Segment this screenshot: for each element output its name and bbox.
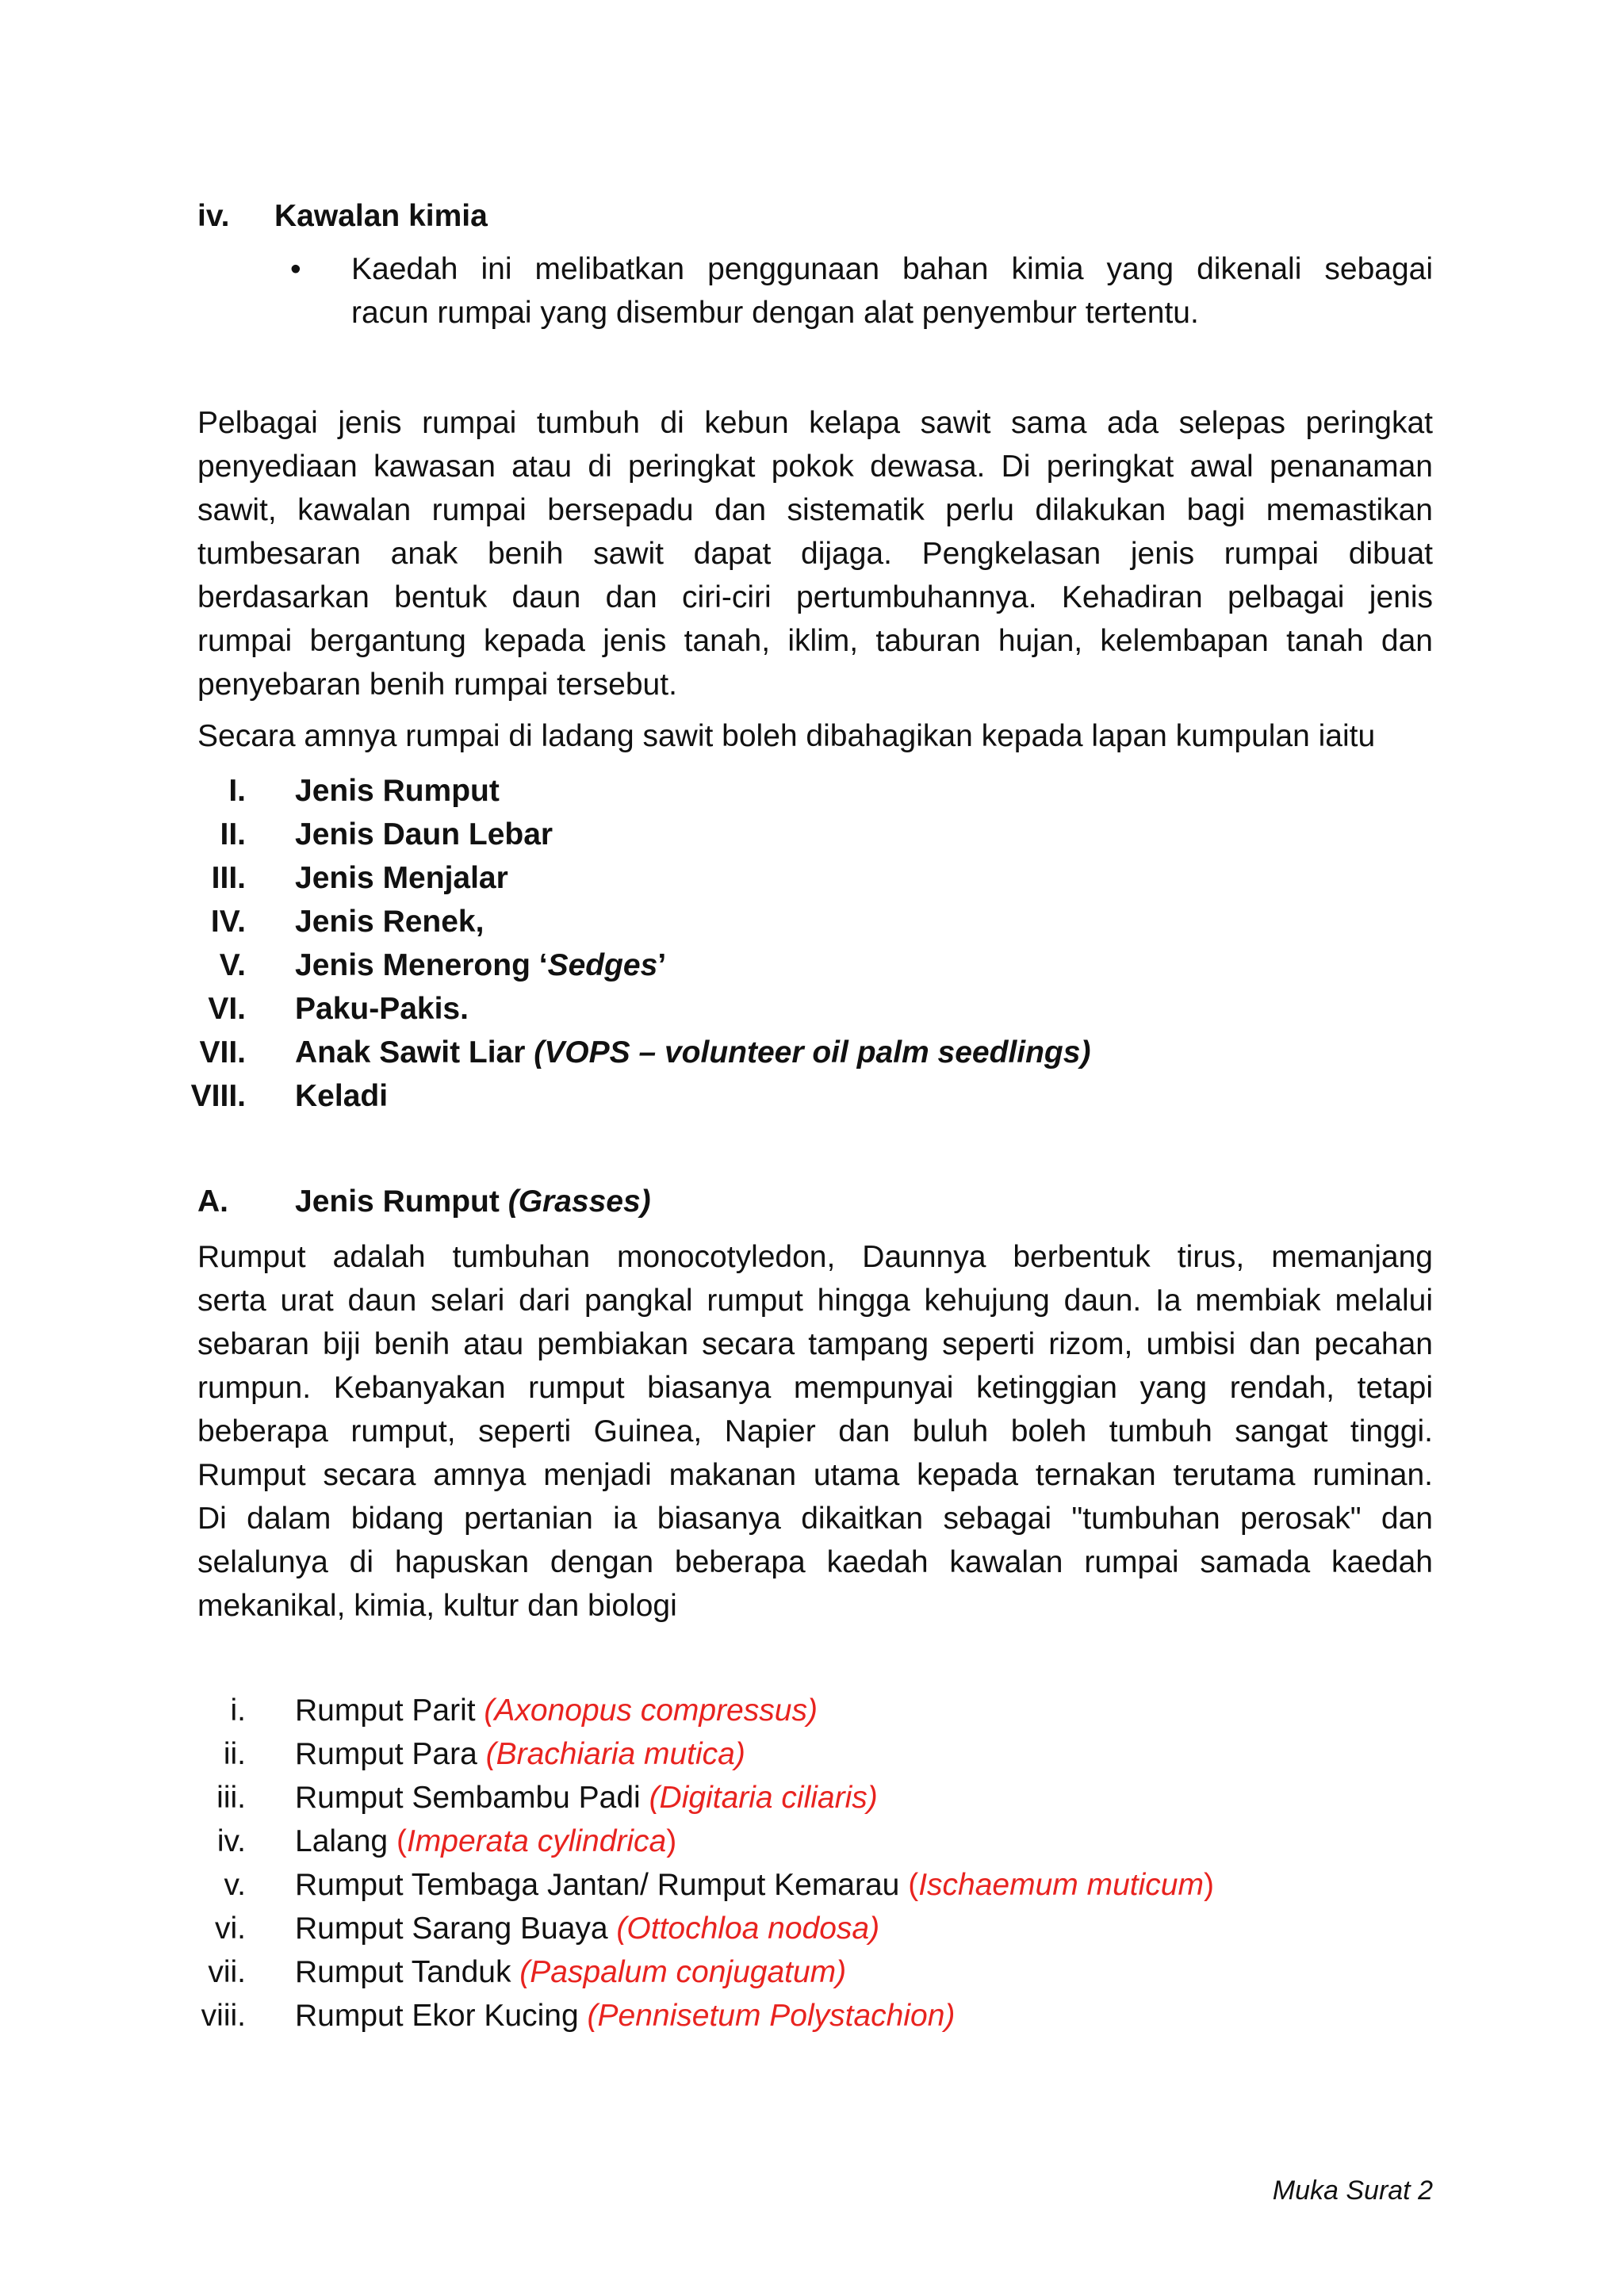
grass-name: Lalang — [295, 1824, 396, 1858]
grass-paragraph — [197, 1235, 1433, 1628]
grass-name: Rumput Parit — [295, 1693, 485, 1728]
scientific-name: (Pennisetum Polystachion) — [587, 1999, 956, 2033]
list-number: ii. — [223, 1737, 246, 1771]
scientific-name: (Ottochloa nodosa) — [616, 1911, 880, 1946]
section-title: Kawalan kimia — [274, 199, 488, 233]
sci-close: ) — [666, 1824, 677, 1858]
paragraph-line: serta urat daun selari dari pangkal rumput hingga kehujung daun. Ia membiak melalui — [197, 1284, 1433, 1318]
sci-open: ( — [908, 1868, 919, 1902]
list-number: vi. — [215, 1911, 246, 1946]
list-number: iii. — [216, 1781, 246, 1815]
list-number: vii. — [208, 1955, 246, 1989]
list-number: I. — [228, 774, 246, 808]
list-number: VIII. — [190, 1079, 246, 1113]
list-number: viii. — [201, 1999, 246, 2033]
scientific-name: Imperata cylindrica — [406, 1824, 667, 1858]
list-number: V. — [219, 948, 246, 982]
paragraph-line: Rumput secara amnya menjadi makanan utama kepada ternakan terutama ruminan. — [197, 1458, 1433, 1492]
list-number: VI. — [208, 992, 246, 1026]
list-number: IV. — [210, 905, 246, 939]
grass-name: Rumput Ekor Kucing — [295, 1999, 588, 2033]
scientific-name: Ischaemum muticum — [918, 1868, 1204, 1902]
list-text: Jenis Menjalar — [295, 861, 508, 895]
paragraph-line: penyebaran benih rumpai tersebut. — [197, 668, 677, 702]
paragraph-line: rumpun. Kebanyakan rumput biasanya mempunyai ketinggian yang rendah, tetapi — [197, 1371, 1433, 1405]
grass-entry — [295, 1907, 879, 1950]
grass-entry — [295, 1689, 818, 1732]
page-number-footer: Muka Surat 2 — [1272, 2175, 1433, 2206]
list-text — [295, 943, 666, 987]
grass-entry — [295, 1994, 955, 2038]
list-number: III. — [211, 861, 246, 895]
list-text — [295, 1031, 1090, 1074]
groups-intro: Secara amnya rumpai di ladang sawit boleh dibahagikan kepada lapan kumpulan iaitu — [197, 719, 1376, 753]
paragraph-line: Rumput adalah tumbuhan monocotyledon, Daunnya berbentuk tirus, memanjang — [197, 1240, 1433, 1274]
grass-name: Rumput Para — [295, 1737, 486, 1771]
paragraph-line: Pelbagai jenis rumpai tumbuh di kebun kelapa sawit sama ada selepas peringkat — [197, 406, 1433, 440]
list-text-italic: Sedges — [547, 948, 658, 982]
list-number: i. — [230, 1693, 246, 1728]
list-number: VII. — [199, 1035, 246, 1070]
list-text: Paku-Pakis. — [295, 992, 469, 1026]
section-letter: A. — [197, 1184, 228, 1219]
scientific-name: (Axonopus compressus) — [484, 1693, 818, 1728]
scientific-name: (Paspalum conjugatum) — [519, 1955, 847, 1989]
intro-paragraph — [197, 401, 1433, 706]
sci-close: ) — [1203, 1868, 1214, 1902]
section-number: iv. — [197, 199, 230, 233]
list-number: iv. — [216, 1824, 246, 1858]
bullet-text — [351, 247, 1433, 335]
list-text-main: Anak Sawit Liar — [295, 1035, 534, 1070]
grass-name: Rumput Tanduk — [295, 1955, 520, 1989]
grass-entry — [295, 1950, 846, 1994]
grass-entry — [295, 1863, 1214, 1907]
bullet-marker: • — [290, 252, 301, 286]
paragraph-line: sawit, kawalan rumpai bersepadu dan sistematik perlu dilakukan bagi memastikan — [197, 493, 1433, 527]
grass-entry — [295, 1776, 878, 1820]
section-a-title-italic: (Grasses) — [508, 1184, 651, 1219]
list-number: II. — [220, 817, 246, 851]
list-text: Jenis Renek, — [295, 905, 485, 939]
grass-name: Rumput Sarang Buaya — [295, 1911, 617, 1946]
bullet-line: racun rumpai yang disembur dengan alat penyembur tertentu. — [351, 296, 1199, 330]
section-a-title — [295, 1180, 651, 1223]
list-text: Jenis Rumput — [295, 774, 500, 808]
sci-open: ( — [396, 1824, 407, 1858]
list-text-italic: (VOPS – volunteer oil palm seedlings) — [534, 1035, 1091, 1070]
list-text: Jenis Daun Lebar — [295, 817, 553, 851]
list-text-after: ’ — [657, 948, 667, 982]
paragraph-line: beberapa rumput, seperti Guinea, Napier dan buluh boleh tumbuh sangat tinggi. — [197, 1414, 1433, 1448]
grass-name: Rumput Tembaga Jantan/ Rumput Kemarau — [295, 1868, 909, 1902]
list-text-main: Jenis Menerong ‘ — [295, 948, 548, 982]
scientific-name: (Brachiaria mutica) — [485, 1737, 745, 1771]
bullet-line: Kaedah ini melibatkan penggunaan bahan kimia yang dikenali sebagai — [351, 252, 1433, 286]
paragraph-line: berdasarkan bentuk daun dan ciri-ciri pertumbuhannya. Kehadiran pelbagai jenis — [197, 580, 1433, 614]
paragraph-line: tumbesaran anak benih sawit dapat dijaga. Pengkelasan jenis rumpai dibuat — [197, 537, 1433, 571]
paragraph-line: penyediaan kawasan atau di peringkat pokok dewasa. Di peringkat awal penanaman — [197, 450, 1433, 484]
paragraph-line: rumpai bergantung kepada jenis tanah, iklim, taburan hujan, kelembapan tanah dan — [197, 624, 1433, 658]
paragraph-line: Di dalam bidang pertanian ia biasanya dikaitkan sebagai "tumbuhan perosak" dan — [197, 1502, 1433, 1536]
grass-entry — [295, 1732, 745, 1776]
list-number: v. — [224, 1868, 246, 1902]
paragraph-line: mekanikal, kimia, kultur dan biologi — [197, 1589, 677, 1623]
paragraph-line: sebaran biji benih atau pembiakan secara tampang seperti rizom, umbisi dan pecahan — [197, 1327, 1433, 1361]
scientific-name: (Digitaria ciliaris) — [649, 1781, 878, 1815]
grass-entry — [295, 1820, 676, 1863]
paragraph-line: selalunya di hapuskan dengan beberapa kaedah kawalan rumpai samada kaedah — [197, 1545, 1433, 1579]
list-text: Keladi — [295, 1079, 389, 1113]
section-a-title-main: Jenis Rumput — [295, 1184, 508, 1219]
grass-name: Rumput Sembambu Padi — [295, 1781, 649, 1815]
